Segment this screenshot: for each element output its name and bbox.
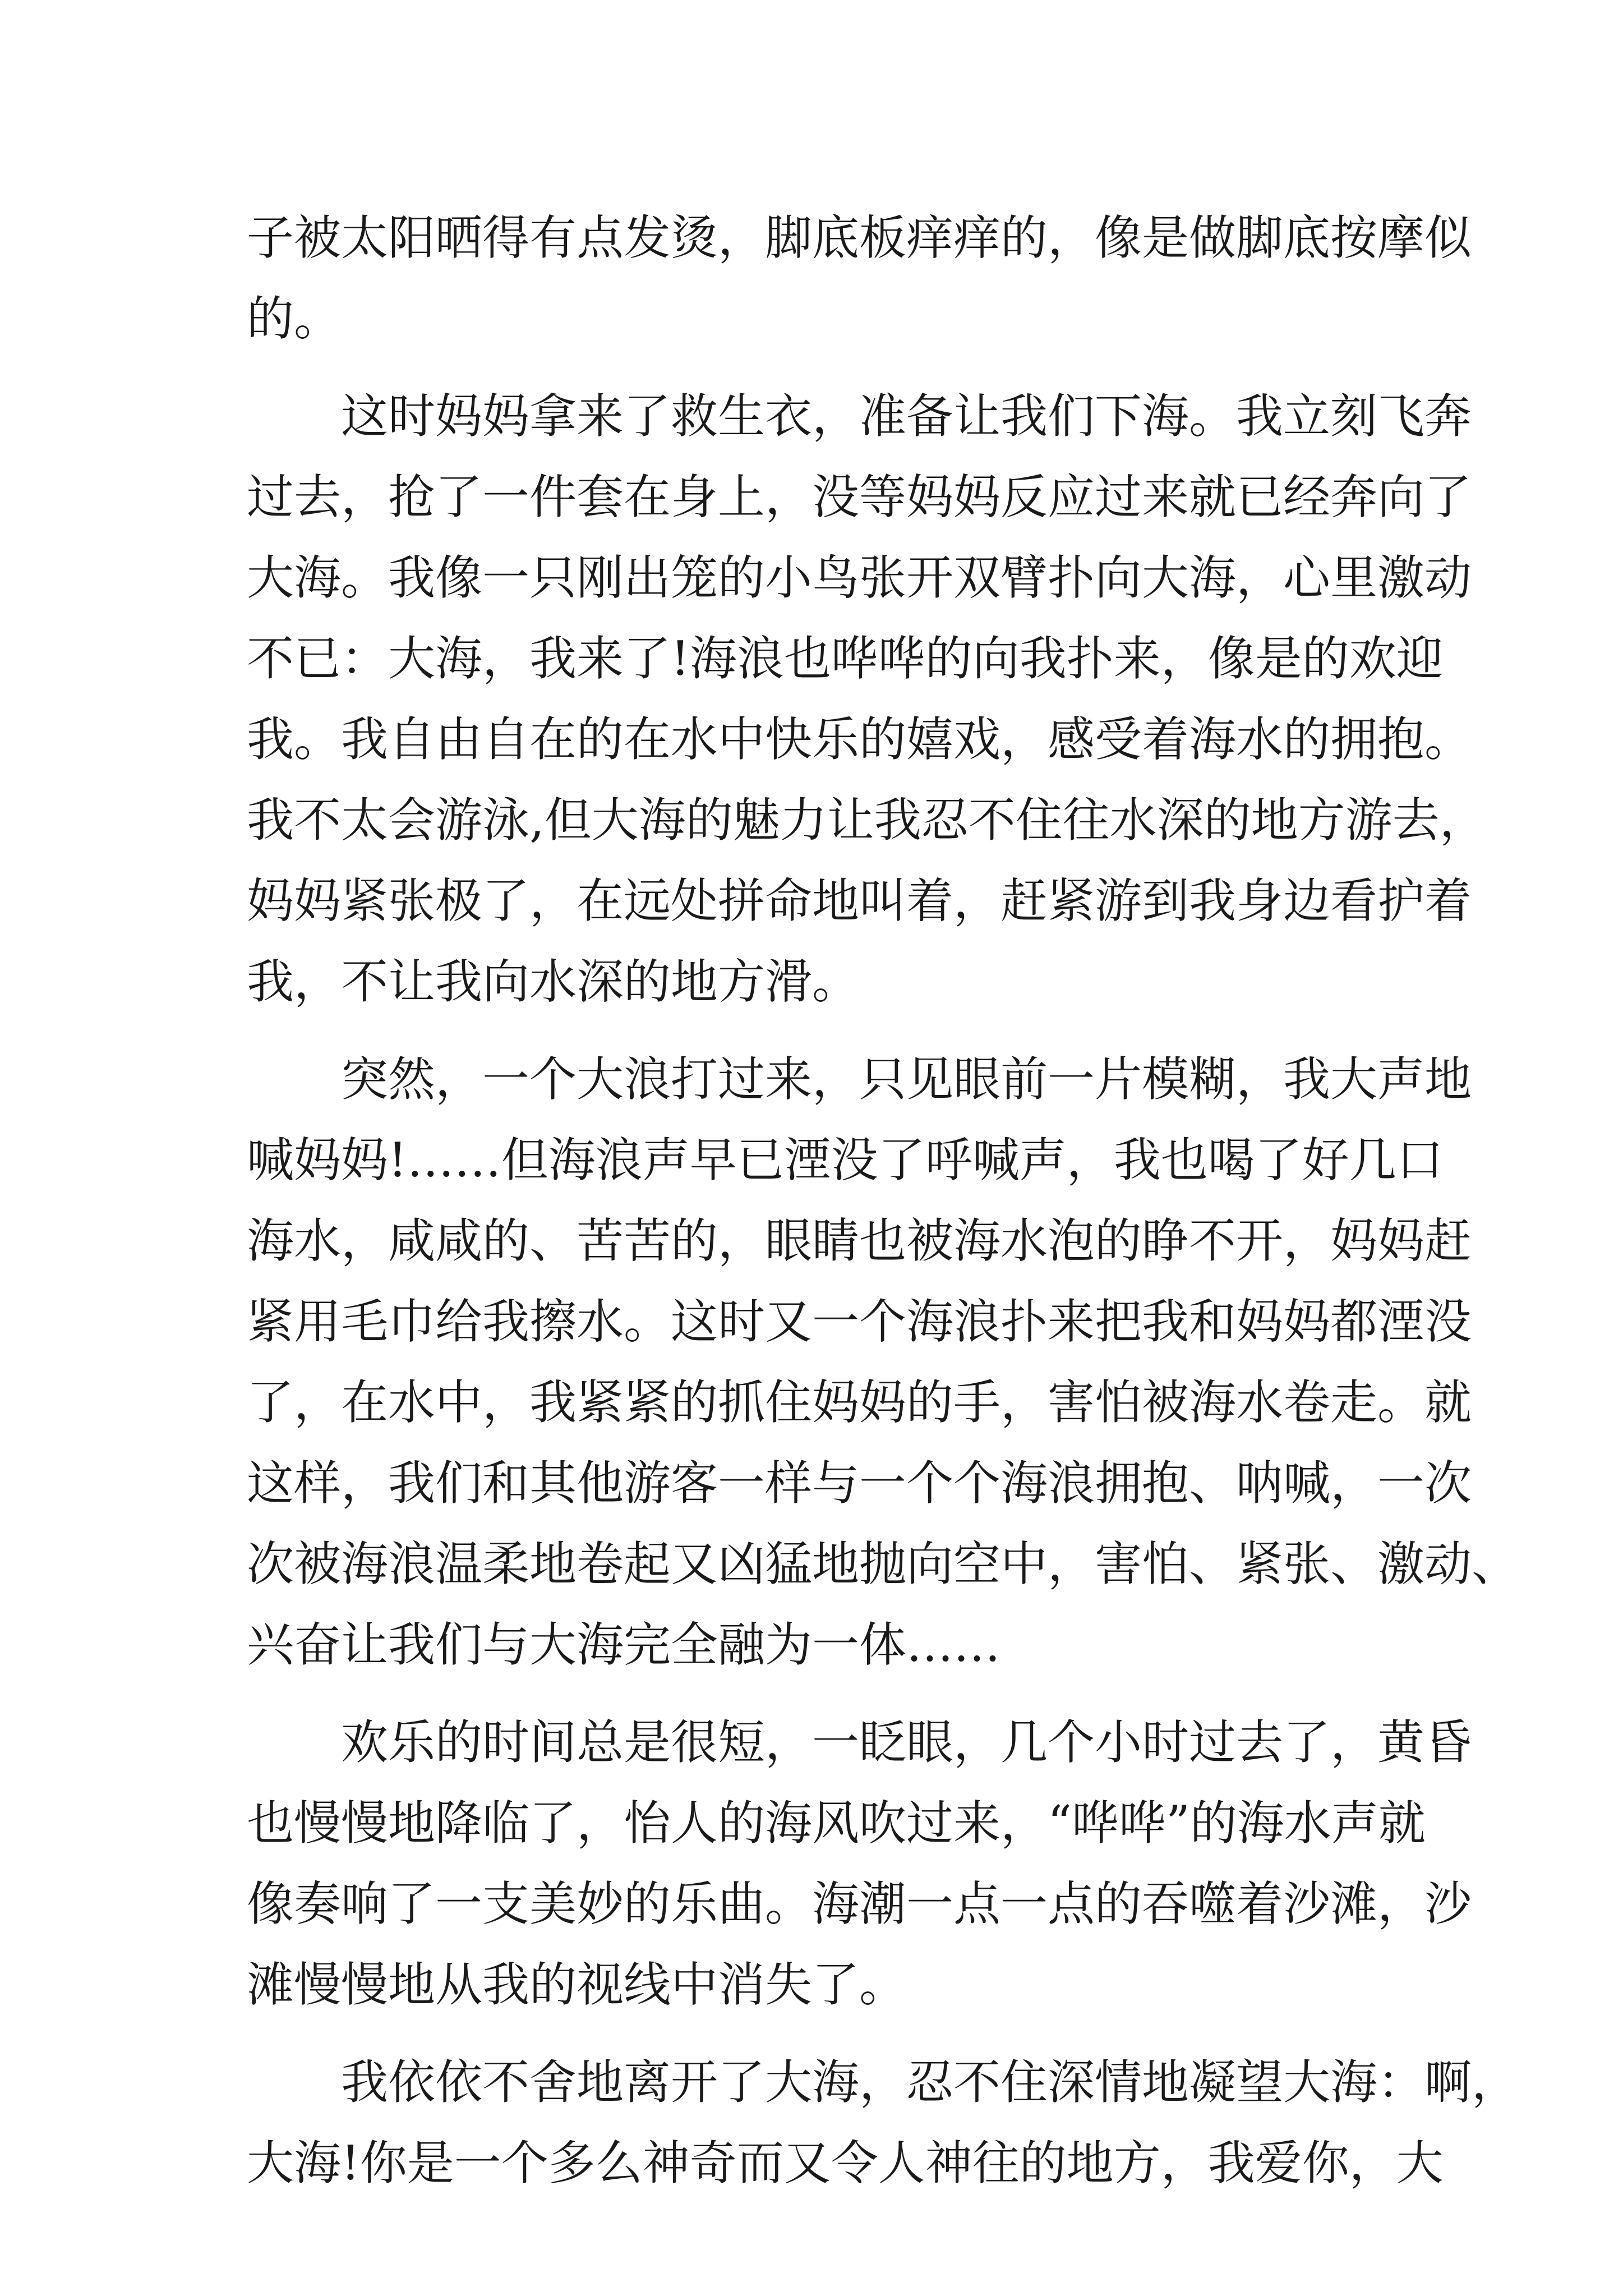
- text-line: 兴奋让我们与大海完全融为一体……: [247, 1617, 1001, 1672]
- text-line: 紧用毛巾给我擦水。这时又一个海浪扑来把我和妈妈都湮没: [247, 1294, 1472, 1349]
- text-line: 子被太阳晒得有点发烫，脚底板痒痒的，像是做脚底按摩似: [247, 210, 1472, 265]
- paragraph: [247, 1702, 1472, 2025]
- text-line: 不已：大海，我来了!海浪也哗哗的向我扑来，像是的欢迎: [247, 631, 1444, 686]
- paragraph-gap: [247, 1022, 1374, 1039]
- paragraph: [247, 197, 1472, 359]
- text-line: 了，在水中，我紧紧的抓住妈妈的手，害怕被海水卷走。就: [247, 1375, 1472, 1430]
- paragraph: [247, 1039, 1519, 1685]
- text-line: 我不太会游泳,但大海的魅力让我忍不住往水深的地方游去，: [247, 793, 1487, 848]
- document-body: [247, 197, 1519, 2203]
- paragraph-gap: [247, 2025, 1374, 2042]
- text-line: 这时妈妈拿来了救生衣，准备让我们下海。我立刻飞奔: [247, 389, 1472, 444]
- text-line: 海水，咸咸的、苦苦的，眼睛也被海水泡的睁不开，妈妈赶: [247, 1213, 1472, 1268]
- text-line: 也慢慢地降临了，怡人的海风吹过来，“哗哗”的海水声就: [247, 1796, 1426, 1851]
- text-line: 像奏响了一支美妙的乐曲。海潮一点一点的吞噬着沙滩，沙: [247, 1876, 1472, 1931]
- paragraph-gap: [247, 359, 1374, 376]
- text-line: 这样，我们和其他游客一样与一个个海浪拥抱、呐喊，一次: [247, 1456, 1472, 1511]
- text-line: 大海。我像一只刚出笼的小鸟张开双臂扑向大海，心里激动: [247, 550, 1472, 605]
- text-line: 的。: [247, 291, 342, 346]
- text-line: 我依依不舍地离开了大海，忍不住深情地凝望大海：啊，: [247, 2055, 1519, 2110]
- text-line: 喊妈妈!……但海浪声早已湮没了呼喊声，我也喝了好几口: [247, 1133, 1444, 1188]
- text-line: 妈妈紧张极了，在远处拼命地叫着，赶紧游到我身边看护着: [247, 873, 1472, 928]
- text-line: 欢乐的时间总是很短，一眨眼，几个小时过去了，黄昏: [247, 1715, 1472, 1770]
- text-line: 大海!你是一个多么神奇而又令人神往的地方，我爱你，大: [247, 2136, 1444, 2191]
- text-line: 我。我自由自在的在水中快乐的嬉戏，感受着海水的拥抱。: [247, 712, 1472, 767]
- paragraph: [247, 376, 1487, 1022]
- text-line: 突然，一个大浪打过来，只见眼前一片模糊，我大声地: [247, 1052, 1472, 1107]
- paragraph: [247, 2042, 1519, 2203]
- text-line: 我，不让我向水深的地方滑。: [247, 954, 860, 1009]
- text-line: 次被海浪温柔地卷起又凶猛地抛向空中，害怕、紧张、激动、: [247, 1536, 1519, 1591]
- text-line: 滩慢慢地从我的视线中消失了。: [247, 1957, 907, 2012]
- text-line: 过去，抢了一件套在身上，没等妈妈反应过来就已经奔向了: [247, 470, 1472, 524]
- paragraph-gap: [247, 1685, 1374, 1702]
